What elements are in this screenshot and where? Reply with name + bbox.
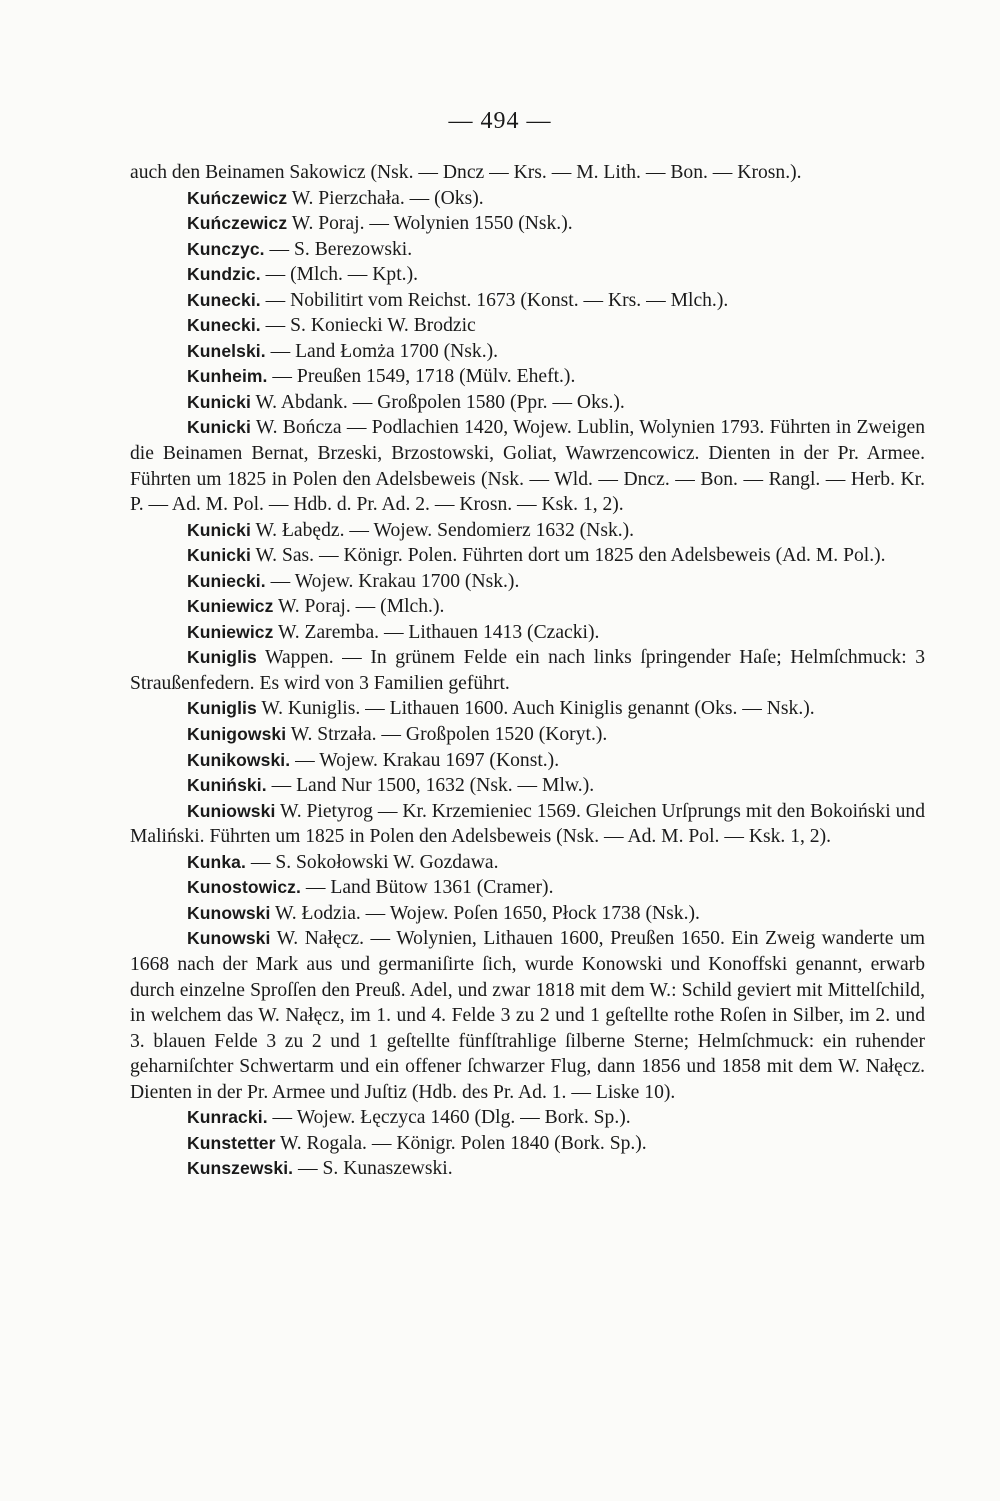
entry-body: W. Poraj. — Wolynien 1550 (Nsk.).: [287, 213, 573, 235]
entry: [130, 390, 925, 416]
entry-body: — S. Sokołowski W. Gozdawa.: [245, 851, 499, 873]
entry: [130, 288, 925, 314]
entry-body: W. Abdank. — Großpolen 1580 (Ppr. — Oks.).: [250, 391, 625, 413]
entry-head: Kunka.: [187, 851, 246, 872]
entry: [130, 722, 925, 748]
entry-head: Kunicki: [187, 519, 251, 540]
entry: [130, 569, 925, 595]
entry-head: Kunigowski: [187, 724, 287, 745]
entry-head: Kunecki.: [187, 289, 261, 310]
entry-body: W. Kuniglis. — Lithauen 1600. Auch Kiniglis genannt (Oks. — Nsk.).: [256, 698, 815, 720]
entry-head: Kuniewicz: [187, 596, 274, 617]
entry-head: Kuńczewicz: [187, 213, 288, 234]
entry: [130, 926, 925, 1105]
entry: [130, 901, 925, 927]
entry-head: Kuniecki.: [187, 570, 266, 591]
entry: [130, 543, 925, 569]
entry: [130, 696, 925, 722]
entry-head: Kunheim.: [187, 366, 268, 387]
entry-body: — S. Koniecki W. Brodzic: [260, 315, 476, 337]
entry: [130, 799, 925, 850]
entry: [130, 645, 925, 696]
entry-body: W. Bończa — Podlachien 1420, Wojew. Lublin, Wolynien 1793. Führten in Zweigen die Beinamen Bernat, Brzeski, Brzostowski, Goliat, Wawrzencowicz. Dienten in der Pr. Armee. Führten um 1825 in Polen den Adelsbeweis (Nsk. — Wld. — Dncz. — Bon. — Rangl. — Herb. Kr. P. — Ad. M. Pol. — Hdb. d. Pr. Ad. 2. — Krosn. — Ksk. 1, 2).: [130, 417, 925, 516]
entry-head: Kunostowicz.: [187, 877, 301, 898]
entry-head: Kunstetter: [187, 1132, 276, 1153]
entry-head: Kunowski: [187, 928, 271, 949]
entry-head: Kundzic.: [187, 264, 261, 285]
entry-head: Kunszewski.: [187, 1158, 294, 1179]
entry: [130, 875, 925, 901]
entry: [130, 415, 925, 517]
entry-body: — Wojew. Łęczyca 1460 (Dlg. — Bork. Sp.).: [267, 1107, 631, 1129]
entry: [130, 313, 925, 339]
entry: [130, 262, 925, 288]
entry-head: Kuniglis: [187, 698, 257, 719]
entry-body: — Land Nur 1500, 1632 (Nsk. — Mlw.).: [266, 775, 595, 797]
entry: [130, 1156, 925, 1182]
entry-body: — Wojew. Krakau 1700 (Nsk.).: [265, 570, 520, 592]
entry-head: Kunicki: [187, 545, 251, 566]
entry: [130, 850, 925, 876]
entry-body: — Nobilitirt vom Reichst. 1673 (Konst. — Krs. — Mlch.).: [260, 289, 729, 311]
entry-head: Kunczyc.: [187, 238, 265, 259]
entry-body: auch den Beinamen Sakowicz (Nsk. — Dncz — Krs. — M. Lith. — Bon. — Krosn.).: [130, 162, 802, 183]
entry-head: Kunecki.: [187, 315, 261, 336]
entry-head: Kuniglis: [187, 647, 257, 668]
entry-body: W. Nałęcz. — Wolynien, Lithauen 1600, Preußen 1650. Ein Zweig wanderte um 1668 nach der Mark aus und germaniſirte ſich, wurde Konowski und Konoffski genannt, erwarb durch einzelne Sproſſen den Preuß. Adel, und zwar 1818 mit dem W.: Schild geviert mit Mittelſchild, in welchem das W. Nałęcz, im 1. und 4. Felde 3 zu 2 und 1 geſtellte rothe Roſen in Silber, im 2. und 3. blauen Felde 3 zu 2 und 1 geſtellte fünfſtrahlige ſilberne Sterne; Helmſchmuck: ein ruhender geharniſchter Schwertarm und ein offener ſchwarzer Flug, dann 1856 und 1858 mit dem W. Nałęcz. Dienten in der Pr. Armee und Juſtiz (Hdb. des Pr. Ad. 1. — Liske 10).: [130, 928, 925, 1103]
entry-head: Kuniowski: [187, 800, 276, 821]
entry-body: W. Łabędz. — Wojew. Sendomierz 1632 (Nsk.).: [250, 519, 635, 541]
entry-body: — Wojew. Krakau 1697 (Konst.).: [290, 749, 560, 771]
dictionary-text: [130, 160, 925, 1182]
entry-head: Kunicki: [187, 391, 251, 412]
entry: [130, 364, 925, 390]
entry: [130, 773, 925, 799]
entry-body: W. Rogala. — Königr. Polen 1840 (Bork. Sp.).: [275, 1132, 647, 1154]
entry: [130, 594, 925, 620]
entry: [130, 518, 925, 544]
entry-body: W. Poraj. — (Mlch.).: [273, 596, 445, 618]
entry-body: W. Sas. — Königr. Polen. Führten dort um 1825 den Adelsbeweis (Ad. M. Pol.).: [250, 545, 886, 567]
entry-head: Kunelski.: [187, 340, 266, 361]
entry-body: — Land Łomża 1700 (Nsk.).: [265, 340, 499, 362]
entry: [130, 160, 925, 186]
entry: [130, 211, 925, 237]
entry-body: — Land Bütow 1361 (Cramer).: [300, 877, 554, 899]
entry-head: Kunowski: [187, 902, 271, 923]
entry-body: W. Strzała. — Großpolen 1520 (Koryt.).: [286, 724, 608, 746]
entry: [130, 339, 925, 365]
entry-body: W. Pietyrog — Kr. Krzemieniec 1569. Gleichen Urſprungs mit den Bokoiński und Maliński. Führten um 1825 in Polen den Adelsbeweis (Nsk. — Ad. M. Pol. — Ksk. 1, 2).: [130, 800, 925, 848]
entry: [130, 186, 925, 212]
entry-head: Kunracki.: [187, 1107, 268, 1128]
entry-body: W. Łodzia. — Wojew. Poſen 1650, Płock 1738 (Nsk.).: [270, 902, 700, 924]
entry: [130, 1131, 925, 1157]
entry-head: Kuniński.: [187, 775, 267, 796]
entry-body: — S. Berezowski.: [264, 238, 413, 260]
entry: [130, 1105, 925, 1131]
entry: [130, 748, 925, 774]
entry-body: — Preußen 1549, 1718 (Mülv. Eheft.).: [267, 366, 576, 388]
entry-head: Kunicki: [187, 417, 251, 438]
entry: [130, 620, 925, 646]
entry-head: Kuńczewicz: [187, 187, 288, 208]
entry-body: — S. Kunaszewski.: [293, 1158, 453, 1180]
entry: [130, 237, 925, 263]
entry-head: Kuniewicz: [187, 621, 274, 642]
entry-body: — (Mlch. — Kpt.).: [260, 264, 418, 286]
entry-head: Kunikowski.: [187, 749, 291, 770]
page-number: — 494 —: [448, 108, 552, 134]
entry-body: W. Pierzchała. — (Oks).: [287, 187, 484, 209]
entry-body: W. Zaremba. — Lithauen 1413 (Czacki).: [273, 621, 600, 643]
entry-body: Wappen. — In grünem Felde ein nach links ſpringender Haſe; Helmſchmuck: 3 Straußenfedern. Es wird von 3 Familien geführt.: [130, 647, 925, 694]
